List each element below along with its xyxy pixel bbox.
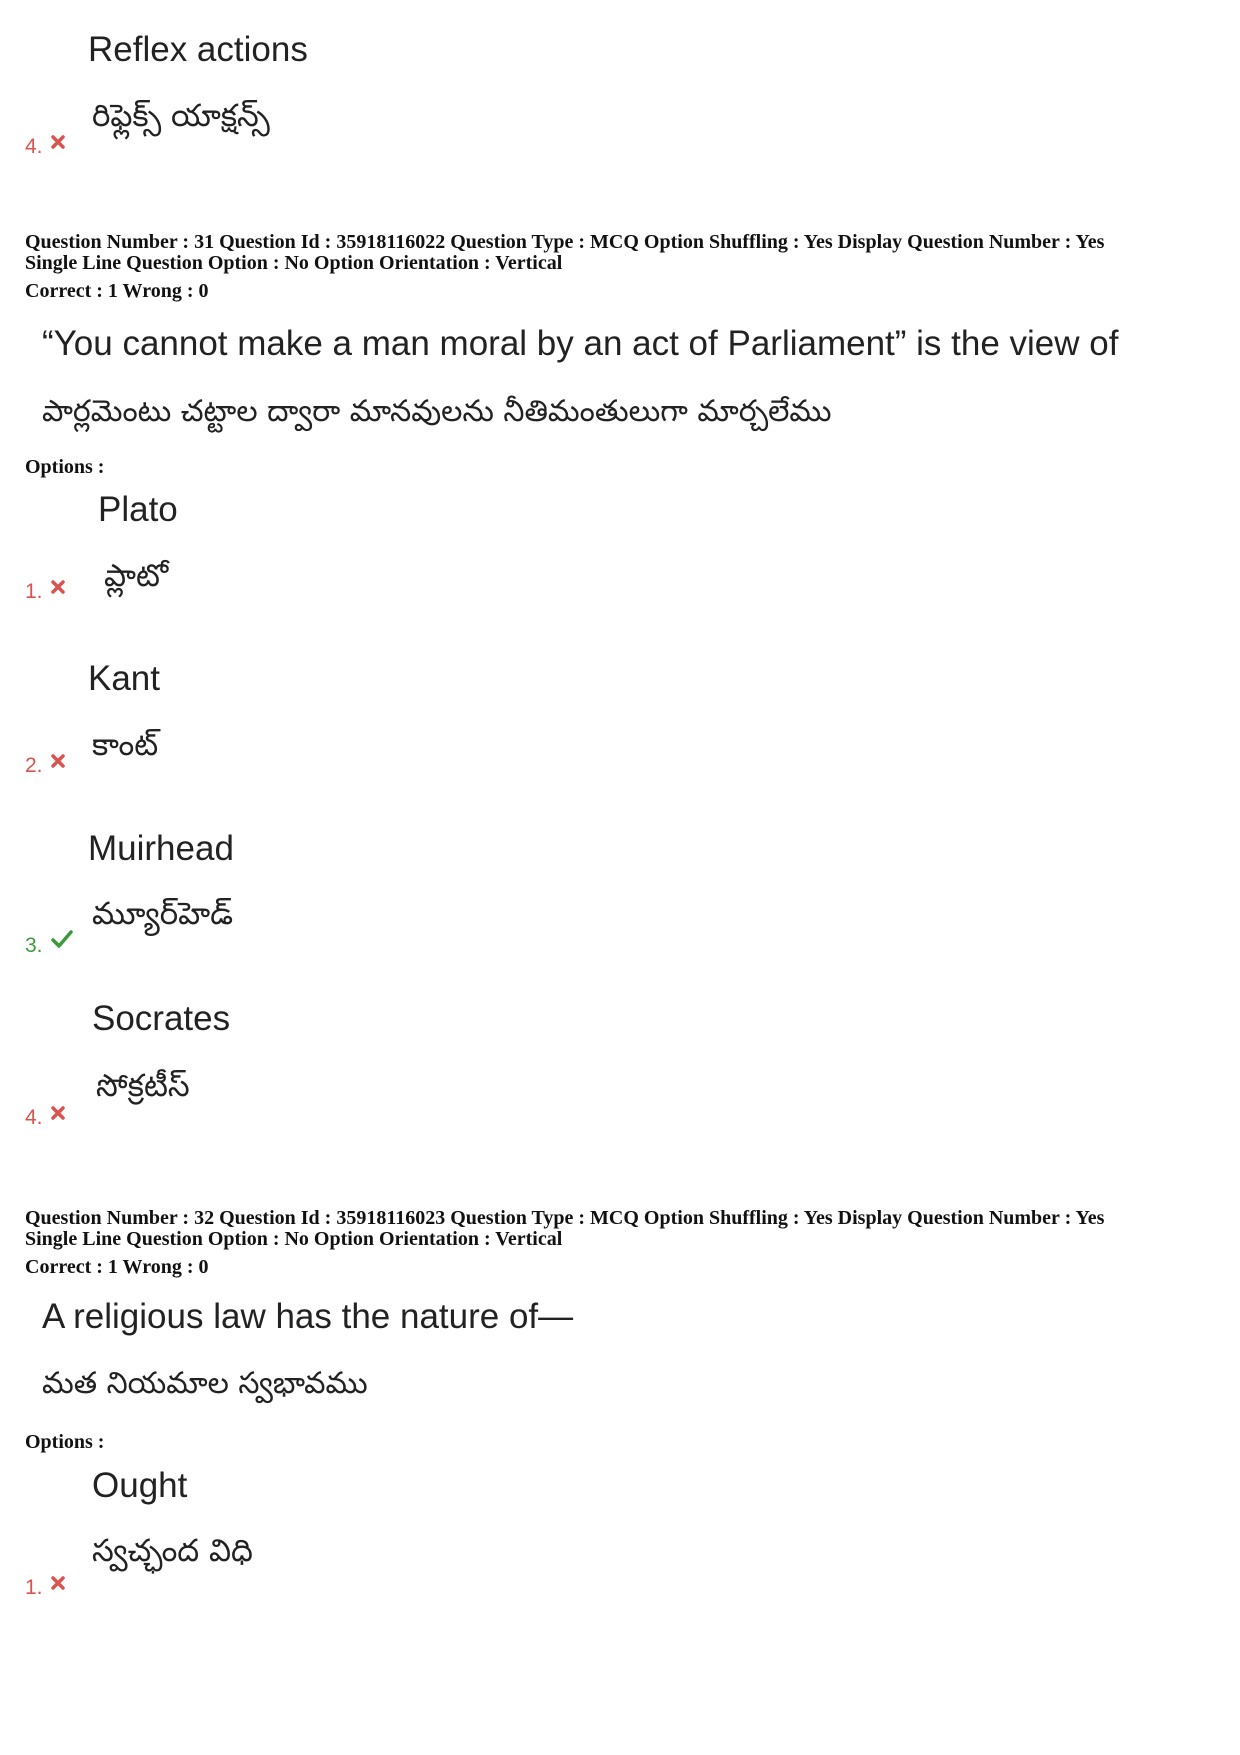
option-text-telugu: మ్యూర్‌హెడ్ [92,896,234,932]
question-meta-line1: Question Number : 32 Question Id : 35918116023 Question Type : MCQ Option Shuffling : Yes Display Question Number : Yes [25,1207,1105,1229]
question-text-english: A religious law has the nature of— [42,1297,574,1336]
cross-icon [51,580,65,594]
option-text-english: Kant [88,659,160,698]
option-number: 4. [25,135,43,158]
question-meta-line2: Single Line Question Option : No Option Orientation : Vertical [25,252,563,274]
option-number-wrong [25,135,65,159]
option-text-english: Muirhead [88,829,234,868]
option-number-wrong [25,580,65,604]
option-text-english: Plato [98,490,178,529]
cross-icon [51,1106,65,1120]
cross-icon [51,754,65,768]
option-number: 2. [25,754,43,777]
option-number-wrong [25,754,65,778]
option-text-telugu: కాంట్ [92,727,159,763]
cross-icon [51,1576,65,1590]
options-label: Options : [25,456,105,478]
question-text-telugu: పార్లమెంటు చట్టాల ద్వారా మానవులను నీతిమంతులుగా మార్చలేము [42,394,832,429]
option-number-wrong [25,1106,65,1130]
option-text-telugu: స్వచ్ఛంద విధి [92,1533,253,1569]
question-marks: Correct : 1 Wrong : 0 [25,280,209,302]
option-text-telugu: సోక్రటీస్ [96,1068,190,1104]
option-text-telugu: ప్లాటో [104,558,169,594]
option-number: 3. [25,934,43,957]
question-meta-line1: Question Number : 31 Question Id : 35918116022 Question Type : MCQ Option Shuffling : Yes Display Question Number : Yes [25,231,1105,253]
option-number: 1. [25,580,43,603]
option-text-english: Reflex actions [88,30,308,69]
question-text-english: “You cannot make a man moral by an act of Parliament” is the view of [42,324,1119,363]
question-marks: Correct : 1 Wrong : 0 [25,1256,209,1278]
option-text-english: Ought [92,1466,188,1505]
question-meta-line2: Single Line Question Option : No Option Orientation : Vertical [25,1228,563,1250]
question-text-telugu: మత నియమాల స్వభావము [42,1366,368,1401]
cross-icon [51,135,65,149]
option-text-telugu: రిఫ్లెక్స్ యాక్షన్స్ [92,98,270,134]
option-number-wrong [25,1576,65,1600]
option-text-english: Socrates [92,999,231,1038]
check-icon [51,930,73,948]
option-number: 1. [25,1576,43,1599]
option-number-correct [25,930,73,958]
option-number: 4. [25,1106,43,1129]
options-label: Options : [25,1431,105,1453]
